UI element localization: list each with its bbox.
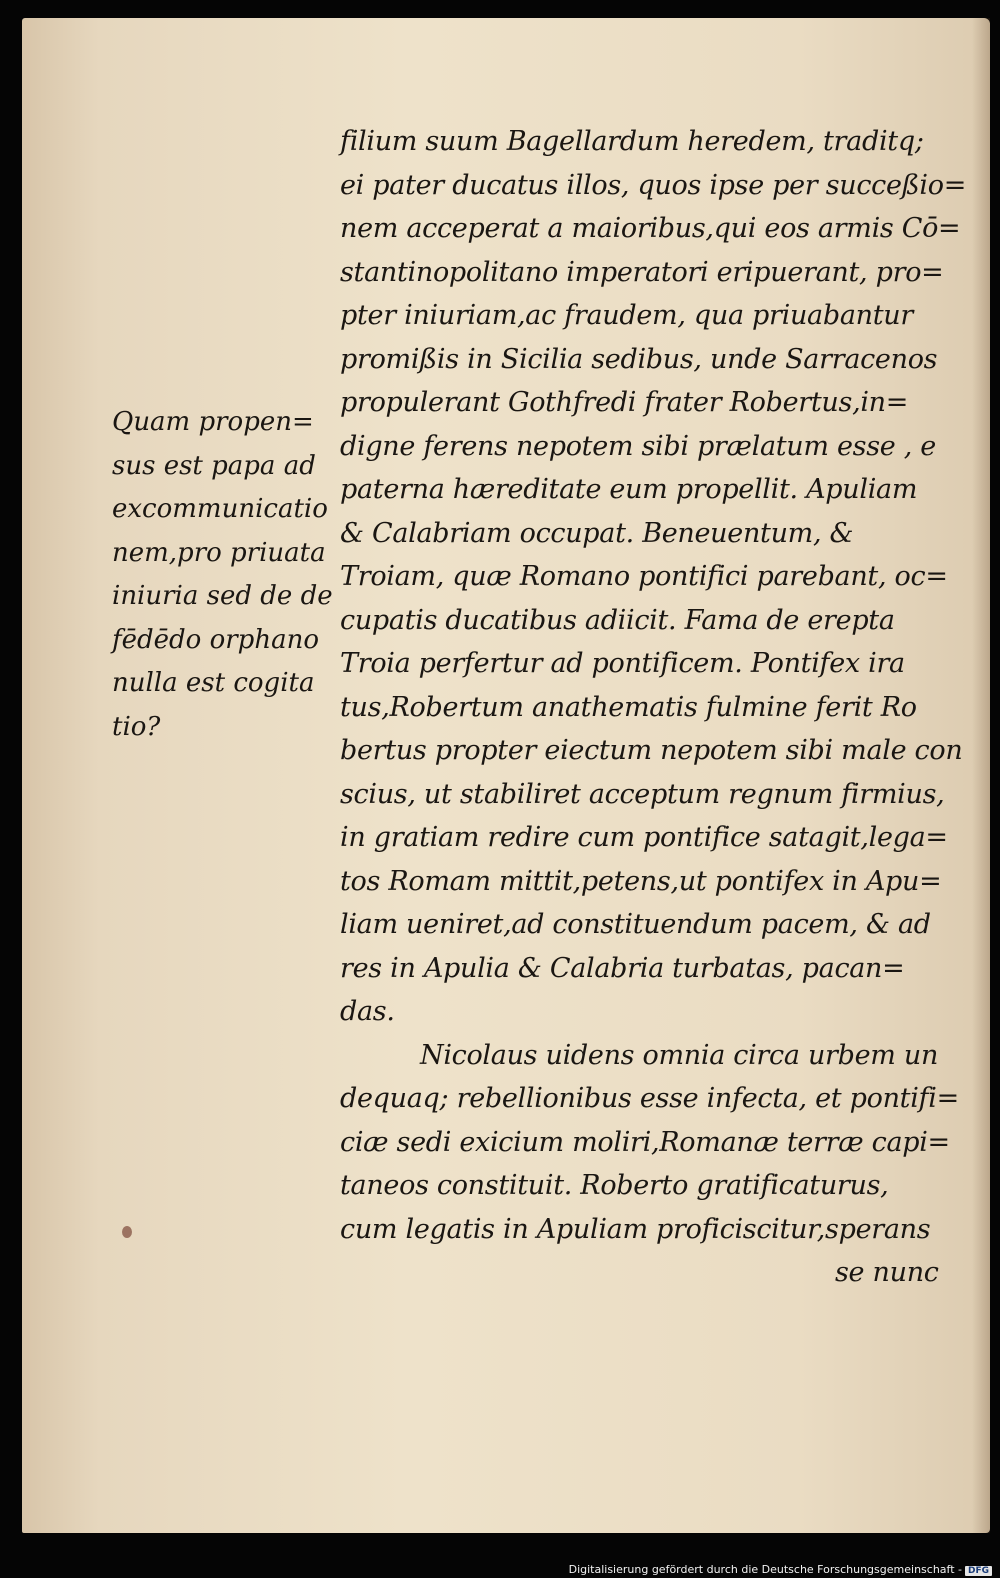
text-line: tos Romam mittit,petens,ut pontifex in Apu= (340, 865, 942, 897)
text-line: nem acceperat a maioribus,qui eos armis Cō= (340, 213, 961, 244)
text-line: filium suum Bagellardum heredem, traditq; (340, 126, 924, 157)
text-line: das. (340, 996, 395, 1027)
margin-line: Quam propen= (112, 407, 314, 437)
text-line: cupatis ducatibus adiicit. Fama de erepta (340, 604, 895, 636)
stain-mark (122, 1226, 132, 1238)
digitization-credit (569, 1563, 992, 1576)
text-line: scius, ut stabiliret acceptum regnum firmius, (340, 778, 945, 810)
text-line: cum legatis in Apuliam proficiscitur,sperans (340, 1213, 931, 1245)
margin-line: excommunicatio (112, 494, 328, 524)
text-line: propulerant Gothfredi frater Robertus,in= (340, 387, 909, 418)
text-line: bertus propter eiectum nepotem sibi male con (340, 735, 963, 766)
margin-line: iniuria sed de de (112, 581, 333, 611)
marginal-note (112, 400, 337, 748)
text-line: tus,Robertum anathematis fulmine ferit Ro (340, 691, 917, 723)
text-line: in gratiam redire cum pontifice satagit,lega= (340, 822, 948, 853)
text-line: stantinopolitano imperatori eripuerant, pro= (340, 256, 944, 288)
page-edge-shadow (972, 18, 990, 1533)
text-line: res in Apulia & Calabria turbatas, pacan= (340, 952, 905, 984)
text-line: digne ferens nepotem sibi prælatum esse , e (340, 430, 936, 462)
text-line: taneos constituit. Roberto gratificaturus, (340, 1170, 889, 1201)
text-line: liam ueniret,ad constituendum pacem, & ad (340, 909, 931, 940)
catchword: se nunc (835, 1257, 939, 1288)
credit-text: Digitalisierung gefördert durch die Deutsche Forschungsgemeinschaft - (568, 1563, 962, 1576)
text-line: Troia perfertur ad pontificem. Pontifex ira (340, 648, 905, 679)
margin-line: tio? (112, 711, 161, 742)
margin-line: nulla est cogita (112, 668, 315, 698)
margin-line: fēdēdo orphano (112, 624, 319, 655)
text-line: pter iniuriam,ac fraudem, qua priuabantur (340, 300, 913, 331)
text-line: ei pater ducatus illos, quos ipse per succeßio= (340, 169, 967, 201)
paragraph-start-line: Nicolaus uidens omnia circa urbem un (420, 1039, 939, 1071)
text-line: dequaq; rebellionibus esse infecta, et pontifi= (340, 1083, 959, 1114)
text-line: Troiam, quæ Romano pontifici parebant, oc= (340, 561, 948, 592)
margin-line: nem,pro priuata (112, 537, 326, 568)
text-line: paterna hæreditate eum propellit. Apuliam (340, 474, 918, 505)
text-line: & Calabriam occupat. Beneuentum, & (340, 517, 854, 549)
margin-line: sus est papa ad (112, 450, 316, 481)
text-line: ciæ sedi exicium moliri,Romanæ terræ capi= (340, 1126, 950, 1158)
text-line: promißis in Sicilia sedibus, unde Sarracenos (340, 343, 938, 375)
dfg-logo: DFG (965, 1566, 992, 1576)
book-page (22, 18, 990, 1533)
main-text-block (340, 120, 967, 1295)
